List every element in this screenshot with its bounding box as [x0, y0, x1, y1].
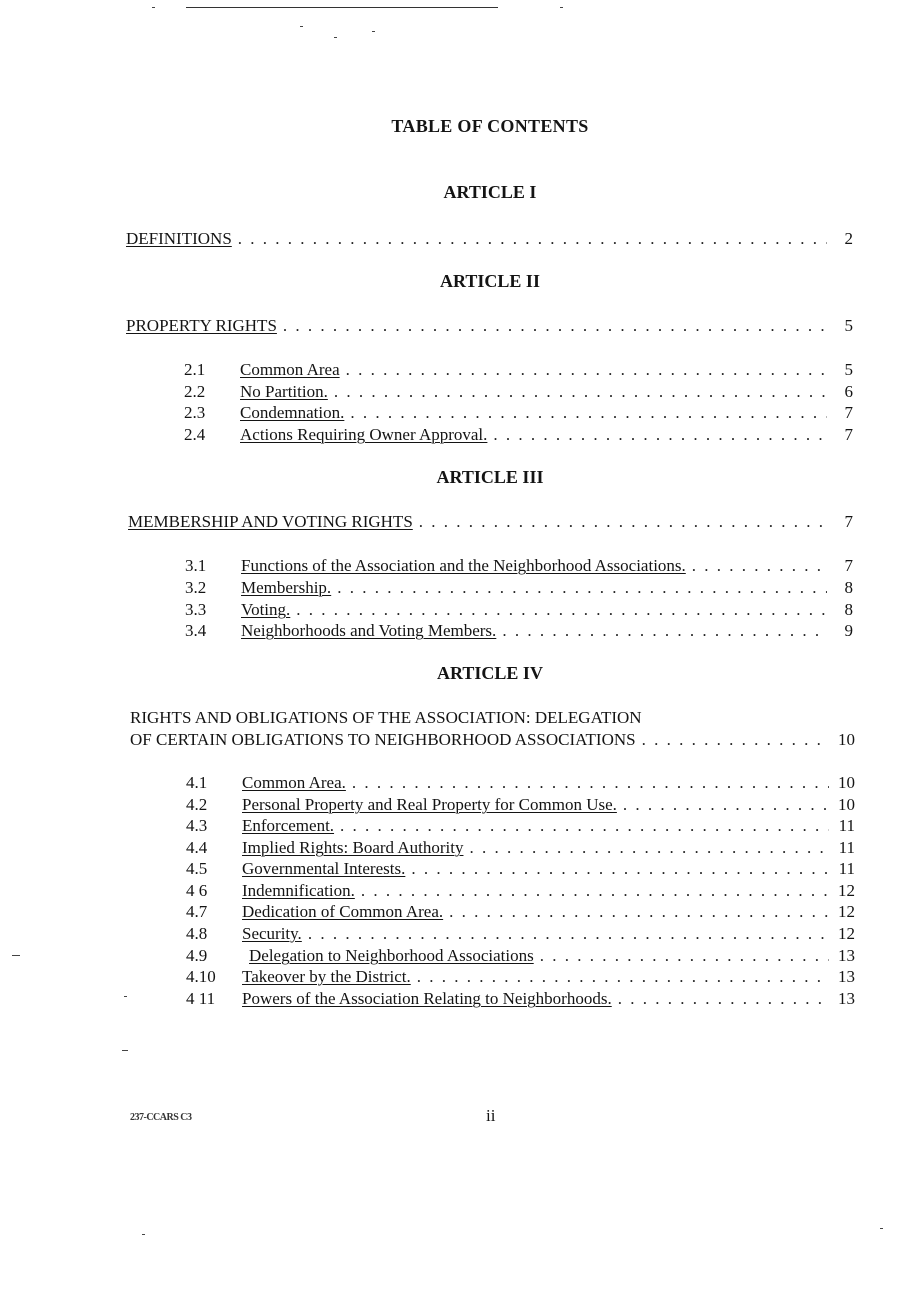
entry-label-line1: RIGHTS AND OBLIGATIONS OF THE ASSOCIATION: DELEGATION — [130, 708, 642, 727]
toc-section-4-10[interactable] — [186, 966, 855, 987]
section-page: 11 — [838, 838, 855, 857]
section-label: Common Area. — [242, 773, 346, 792]
section-number: 3.4 — [185, 621, 207, 640]
scan-speck — [880, 1228, 883, 1229]
entry-label: MEMBERSHIP AND VOTING RIGHTS — [128, 512, 413, 531]
dot-leader — [469, 837, 829, 858]
entry-label: PROPERTY RIGHTS — [126, 316, 277, 335]
section-label: Enforcement. — [242, 816, 335, 835]
dot-leader — [337, 577, 827, 598]
section-label: No Partition. — [240, 382, 328, 401]
section-label: Dedication of Common Area. — [242, 902, 444, 921]
section-page: 13 — [838, 989, 855, 1008]
section-page: 10 — [838, 773, 855, 792]
document-code: 237-CCARS C3 — [130, 1112, 192, 1123]
toc-section-4-1[interactable] — [186, 772, 855, 793]
dot-leader — [361, 880, 829, 901]
toc-section-2-1[interactable] — [184, 359, 853, 380]
toc-entry-definitions[interactable] — [126, 228, 853, 249]
scan-speck — [12, 955, 20, 956]
dot-leader — [346, 359, 827, 380]
toc-section-4-7[interactable] — [186, 901, 855, 922]
dot-leader — [334, 381, 827, 402]
toc-section-3-1[interactable] — [185, 555, 853, 576]
page-number: ii — [486, 1106, 496, 1125]
section-label: Functions of the Association and the Neighborhood Associations. — [241, 556, 686, 575]
section-number: 3.2 — [185, 578, 207, 597]
section-label: Personal Property and Real Property for Common Use. — [242, 795, 617, 814]
toc-section-2-2[interactable] — [184, 381, 853, 402]
dot-leader — [417, 966, 829, 987]
section-number: 4.10 — [186, 967, 216, 986]
dot-leader — [618, 988, 829, 1009]
scan-speck — [300, 26, 303, 27]
article-heading: ARTICLE III — [436, 467, 544, 487]
toc-section-4-11[interactable] — [186, 988, 855, 1009]
section-label: Delegation to Neighborhood Associations — [249, 946, 534, 965]
section-label: Implied Rights: Board Authority — [242, 838, 464, 857]
section-page: 12 — [838, 902, 855, 921]
dot-leader — [340, 815, 829, 836]
dot-leader — [419, 511, 827, 532]
section-number: 4.9 — [186, 946, 208, 965]
toc-entry-rights-obligations[interactable] — [130, 729, 855, 750]
toc-title: TABLE OF CONTENTS — [391, 116, 589, 136]
section-number: 2.4 — [184, 425, 206, 444]
section-label: Common Area — [240, 360, 340, 379]
entry-label: DEFINITIONS — [126, 229, 232, 248]
section-number: 2.2 — [184, 382, 206, 401]
article-heading: ARTICLE II — [440, 271, 540, 291]
toc-section-3-4[interactable] — [185, 620, 853, 641]
section-number: 2.3 — [184, 403, 206, 422]
section-number: 4.1 — [186, 773, 208, 792]
toc-entry-membership-voting[interactable] — [128, 511, 853, 532]
scan-speck — [334, 37, 337, 38]
toc-section-4-8[interactable] — [186, 923, 855, 944]
dot-leader — [540, 945, 829, 966]
scan-speck — [142, 1234, 145, 1235]
section-page: 8 — [844, 578, 853, 597]
section-number: 4 11 — [186, 989, 216, 1008]
scan-speck — [122, 1050, 128, 1051]
dot-leader — [283, 315, 827, 336]
section-number: 2.1 — [184, 360, 206, 379]
section-label: Condemnation. — [240, 403, 345, 422]
section-label: Powers of the Association Relating to Neighborhoods. — [242, 989, 612, 1008]
section-page: 12 — [838, 881, 855, 900]
dot-leader — [692, 555, 827, 576]
entry-page: 5 — [844, 316, 853, 335]
section-label: Takeover by the District. — [242, 967, 411, 986]
section-page: 7 — [844, 403, 853, 422]
toc-section-4-3[interactable] — [186, 815, 855, 836]
toc-section-4-4[interactable] — [186, 837, 855, 858]
dot-leader — [352, 772, 829, 793]
section-label: Indemnification. — [242, 881, 355, 900]
toc-section-4-5[interactable] — [186, 858, 855, 879]
dot-leader — [449, 901, 829, 922]
entry-page: 2 — [844, 229, 853, 248]
toc-section-3-3[interactable] — [185, 599, 853, 620]
article-heading: ARTICLE I — [443, 182, 537, 202]
dot-leader — [411, 858, 829, 879]
section-page: 5 — [844, 360, 853, 379]
section-page: 13 — [838, 967, 855, 986]
toc-section-4-9[interactable] — [186, 945, 855, 966]
dot-leader — [296, 599, 827, 620]
dot-leader — [493, 424, 827, 445]
toc-entry-property-rights[interactable] — [126, 315, 853, 336]
section-number: 4.5 — [186, 859, 208, 878]
toc-section-2-4[interactable] — [184, 424, 853, 445]
toc-section-3-2[interactable] — [185, 577, 853, 598]
entry-page: 10 — [838, 730, 855, 749]
section-number: 3.1 — [185, 556, 207, 575]
section-page: 6 — [844, 382, 853, 401]
entry-label-line2: OF CERTAIN OBLIGATIONS TO NEIGHBORHOOD ASSOCIATIONS — [130, 730, 636, 749]
dot-leader — [350, 402, 827, 423]
section-page: 7 — [844, 425, 853, 444]
section-number: 4.8 — [186, 924, 208, 943]
section-page: 13 — [838, 946, 855, 965]
dot-leader — [623, 794, 829, 815]
scan-speck — [152, 7, 155, 8]
section-number: 4 6 — [186, 881, 208, 900]
section-number: 4.7 — [186, 902, 208, 921]
section-label: Actions Requiring Owner Approval. — [240, 425, 488, 444]
section-page: 11 — [838, 816, 855, 835]
toc-section-4-2[interactable] — [186, 794, 855, 815]
scan-speck — [560, 7, 563, 8]
section-number: 4.3 — [186, 816, 208, 835]
section-label: Security. — [242, 924, 302, 943]
scan-speck — [372, 31, 375, 32]
section-label: Neighborhoods and Voting Members. — [241, 621, 497, 640]
dot-leader — [308, 923, 829, 944]
section-number: 4.4 — [186, 838, 208, 857]
dot-leader — [238, 228, 827, 249]
toc-section-2-3[interactable] — [184, 402, 853, 423]
entry-page: 7 — [844, 512, 853, 531]
section-page: 12 — [838, 924, 855, 943]
section-page: 10 — [838, 795, 855, 814]
section-label: Governmental Interests. — [242, 859, 406, 878]
section-number: 4.2 — [186, 795, 208, 814]
section-label: Membership. — [241, 578, 332, 597]
section-page: 9 — [844, 621, 853, 640]
section-page: 11 — [838, 859, 855, 878]
section-number: 3.3 — [185, 600, 207, 619]
scan-speck — [124, 996, 127, 997]
article-heading: ARTICLE IV — [437, 663, 543, 683]
dot-leader — [502, 620, 827, 641]
section-page: 8 — [844, 600, 853, 619]
section-label: Voting. — [241, 600, 291, 619]
toc-section-4-6[interactable] — [186, 880, 855, 901]
dot-leader — [642, 729, 829, 750]
scan-artifact-line — [186, 7, 498, 8]
section-page: 7 — [844, 556, 853, 575]
